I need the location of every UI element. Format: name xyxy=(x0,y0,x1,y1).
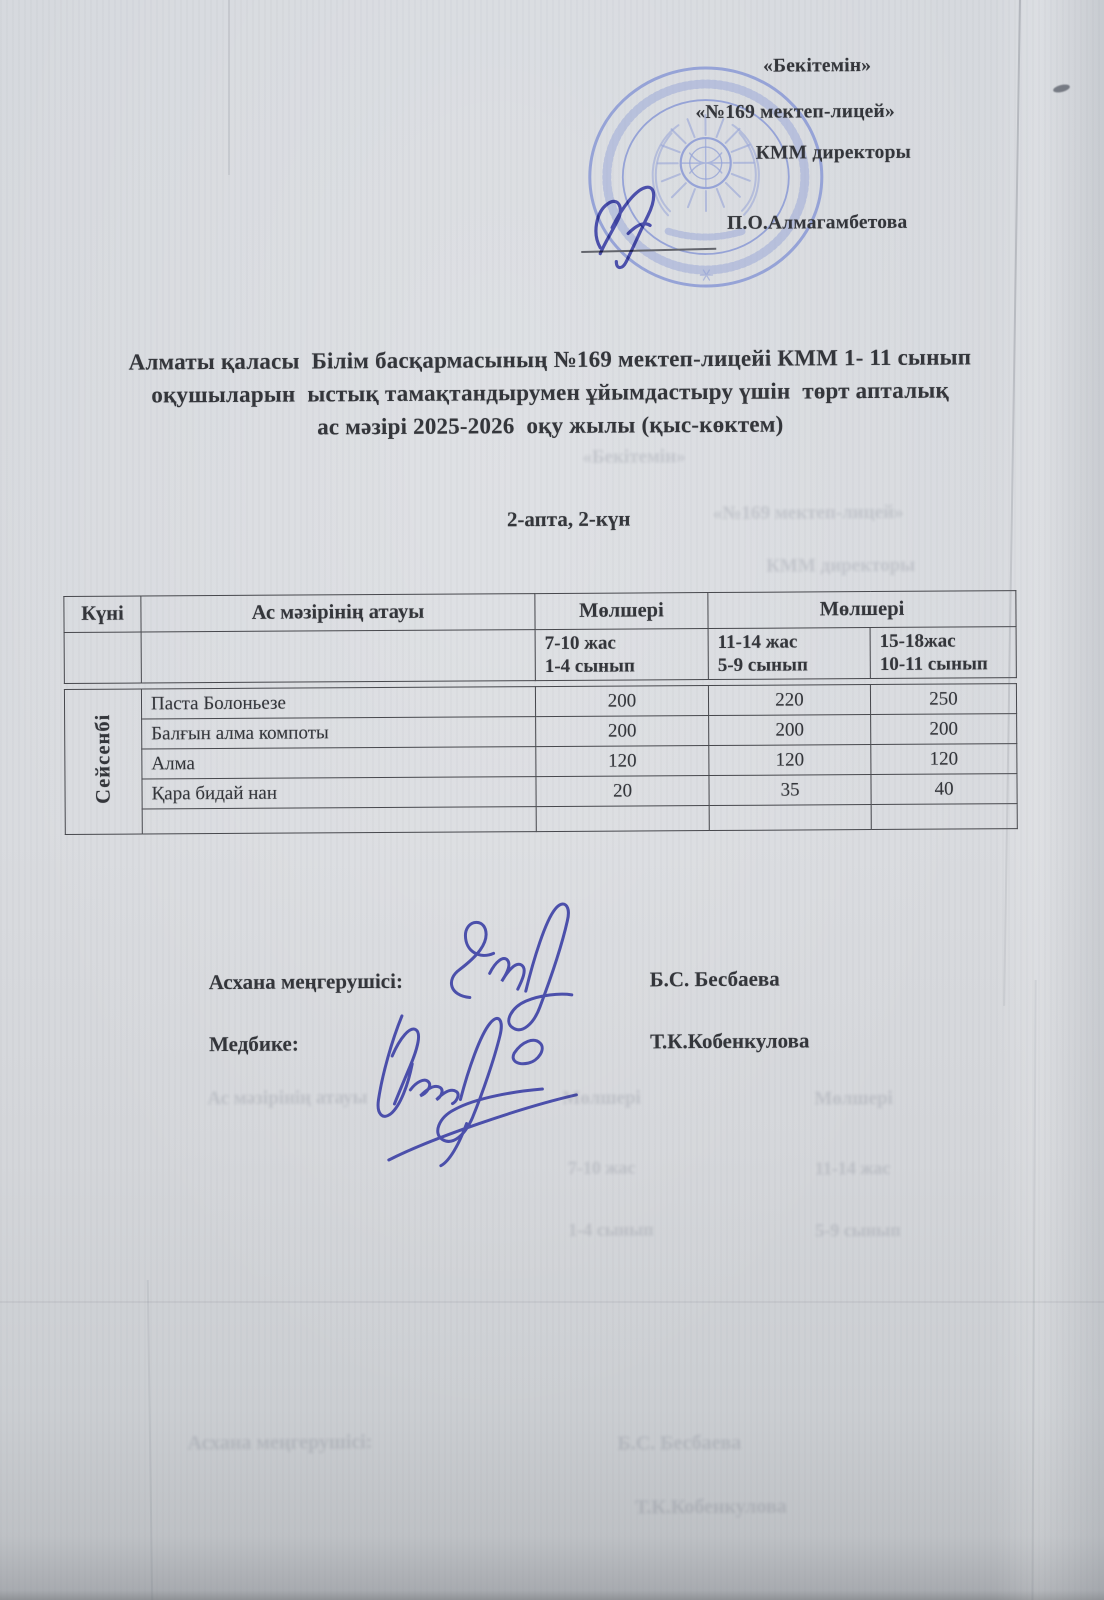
empty-cell xyxy=(64,632,141,683)
canteen-manager-label: Асхана меңгерушісі: xyxy=(208,968,403,995)
menu-table-header xyxy=(63,590,1017,684)
age-range: 7-10 жас xyxy=(544,632,617,655)
age-range: 11-14 жас xyxy=(717,631,798,653)
portion-value: 120 xyxy=(871,744,1017,775)
portion-value: 35 xyxy=(709,775,871,806)
ghost-text: Асхана меңгерушісі: xyxy=(187,1431,373,1455)
ghost-text: Мөлшері xyxy=(814,1087,893,1110)
age-group-2 xyxy=(708,628,870,680)
col-header-day: Күні xyxy=(64,596,141,632)
school-name: «№169 мектеп-лицей» xyxy=(695,100,895,124)
dish-name xyxy=(142,807,536,834)
grade-range: 5-9 сынып xyxy=(717,654,808,676)
director-name: П.О.Алмагамбетова xyxy=(727,211,908,234)
canteen-manager-name: Б.С. Бесбаева xyxy=(649,966,780,992)
grade-range: 1-4 сынып xyxy=(544,655,635,678)
age-group-3 xyxy=(870,627,1016,679)
document-title-line3: ас мәзірі 2025-2026 оқу жылы (қыс-көктем) xyxy=(317,411,784,440)
menu-table-body xyxy=(64,683,1018,835)
portion-value: 200 xyxy=(871,714,1017,745)
ghost-text: Б.С. Бесбаева xyxy=(617,1431,742,1455)
dish-name: Балғын алма компоты xyxy=(142,717,536,749)
document-title-line1: Алматы қаласы Білім басқармасының №169 мектеп-лицейі КММ 1- 11 сынып xyxy=(128,344,972,375)
week-day-subtitle: 2-апта, 2-күн xyxy=(506,506,631,532)
dish-name: Алма xyxy=(142,747,536,779)
grade-range: 10-11 сынып xyxy=(879,653,988,675)
dish-name: Паста Болоньезе xyxy=(141,687,535,719)
document-title-line2: оқушыларын ыстық тамақтандырумен ұйымдастыру үшін төрт апталық xyxy=(151,377,949,408)
age-range: 15-18жас xyxy=(879,630,956,652)
ghost-text: «Бекітемін» xyxy=(582,446,686,468)
ghost-text: Т.К.Кобенкулова xyxy=(634,1495,787,1519)
col-header-portion2: Мөлшері xyxy=(708,591,1016,629)
nurse-label: Медбике: xyxy=(209,1031,299,1057)
age-group-1 xyxy=(535,629,708,681)
portion-value: 120 xyxy=(709,745,871,776)
ghost-text: Мөлшері xyxy=(562,1087,641,1109)
portion-value: 250 xyxy=(870,684,1016,715)
portion-value: 200 xyxy=(536,716,709,747)
portion-value: 20 xyxy=(536,776,709,807)
ghost-text: КММ директоры xyxy=(766,554,916,577)
director-signature xyxy=(572,149,723,270)
ghost-text: 5-9 сынып xyxy=(815,1219,901,1241)
paper-fold-line xyxy=(228,0,230,175)
portion-value: 200 xyxy=(709,715,871,746)
paper-fold-line xyxy=(0,1301,1104,1303)
portion-value xyxy=(536,806,709,832)
ghost-text: Ас мәзірінің атауы xyxy=(207,1087,368,1110)
menu-table xyxy=(63,590,1016,835)
col-header-dish: Ас мәзірінің атауы xyxy=(141,594,535,632)
director-title: КММ директоры xyxy=(755,141,912,164)
portion-value: 40 xyxy=(871,774,1017,805)
ghost-text: 1-4 сынып xyxy=(568,1219,654,1240)
ghost-text: «№169 мектеп-лицей» xyxy=(712,501,904,525)
ghost-text: 7-10 жас xyxy=(567,1157,636,1178)
ghost-text: 11-14 жас xyxy=(814,1157,891,1179)
table-row xyxy=(65,804,1017,835)
nurse-name: Т.К.Кобенкулова xyxy=(650,1028,810,1054)
approval-heading: «Бекітемін» xyxy=(763,55,872,77)
col-header-portion1: Мөлшері xyxy=(535,593,708,630)
portion-value: 220 xyxy=(708,685,870,716)
nurse-signature xyxy=(332,985,583,1172)
portion-value: 200 xyxy=(535,686,708,717)
weekday-cell: Сейсенбі xyxy=(64,689,142,834)
dish-name: Қара бидай нан xyxy=(142,777,536,809)
portion-value xyxy=(709,805,871,831)
portion-value: 120 xyxy=(536,746,709,777)
portion-value xyxy=(871,804,1017,830)
empty-cell xyxy=(141,630,535,683)
